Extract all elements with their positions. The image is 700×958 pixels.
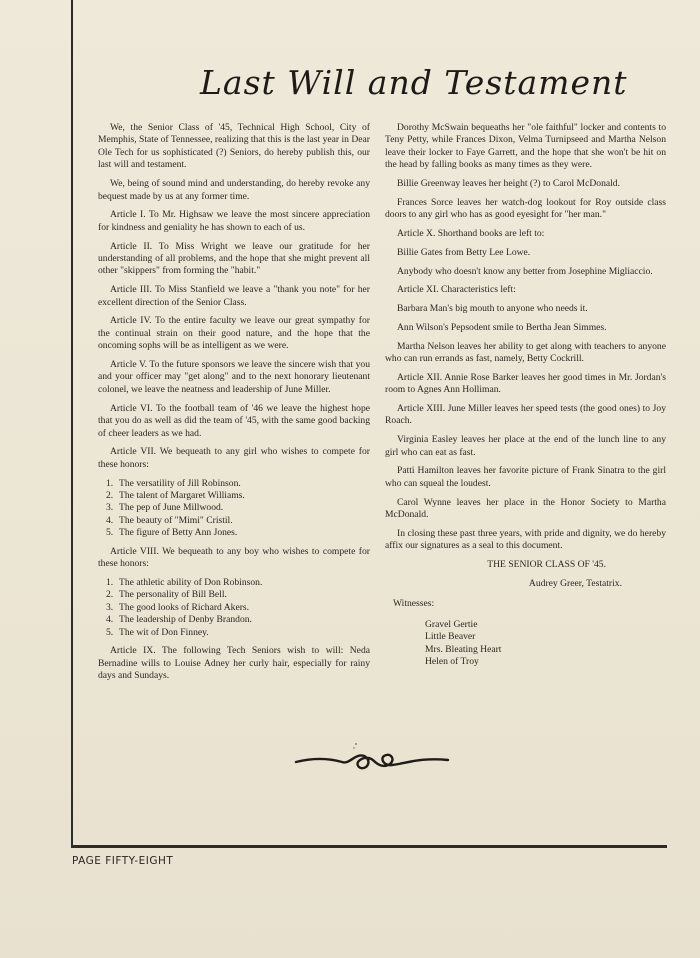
article-6: Article VI. To the football team of '46 we leave the highest hope that you do as well as did the team of '45, with the same good backing of cheer leaders as we had. <box>98 402 370 439</box>
list-number: 2. <box>106 589 114 601</box>
list-number: 3. <box>106 502 114 514</box>
article-4: Article IV. To the entire faculty we leave our great sympathy for the continual strain on their good nature, and the hope that the oncoming sophs will be as intelligent as we were. <box>98 315 370 352</box>
article-12: Article XII. Annie Rose Barker leaves her good times in Mr. Jordan's room to Agnes Ann Holliman. <box>385 371 666 396</box>
list-number: 1. <box>106 477 114 489</box>
list-text: The leadership of Denby Brandon. <box>119 614 252 626</box>
list-text: The pep of June Millwood. <box>119 502 224 514</box>
list-item <box>106 589 370 601</box>
list-text: The wit of Don Finney. <box>119 626 209 638</box>
article-5: Article V. To the future sponsors we leave the sincere wish that you and your officer may "get along" and to the next honorary lieutenant colonel, we leave the neatness and leadership of June Miller. <box>98 359 370 395</box>
signature-testatrix: Audrey Greer, Testatrix. <box>528 577 622 589</box>
signature-block <box>385 559 666 590</box>
article-9: Article IX. The following Tech Seniors wish to will: Neda Bernadine wills to Louise Adney her curly hair, especially for rainy days and Sundays. <box>98 645 370 682</box>
list-number: 4. <box>106 614 114 626</box>
list-text: The athletic ability of Don Robinson. <box>119 577 263 589</box>
list-item <box>106 527 370 539</box>
list-number: 5. <box>106 527 114 539</box>
bequest-paragraph: Barbara Man's big mouth to anyone who needs it. <box>397 303 588 315</box>
bequest-paragraph: Frances Sorce leaves her watch-dog lookout for Roy outside class doors to any girl who has as good eyesight for "her man." <box>385 196 666 221</box>
left-column <box>98 122 370 689</box>
article-7-list <box>98 478 370 540</box>
bequest-paragraph: Martha Nelson leaves her ability to get along with teachers to anyone who can run errands as fast, namely, Betty Cockrill. <box>385 340 666 365</box>
list-number: 2. <box>106 490 114 501</box>
vertical-border-rule <box>71 0 73 848</box>
list-text: The versatility of Jill Robinson. <box>119 477 241 489</box>
list-item <box>106 627 370 639</box>
bequest-paragraph: Ann Wilson's Pepsodent smile to Bertha Jean Simmes. <box>397 321 607 333</box>
list-item <box>106 502 370 514</box>
right-column <box>385 122 666 668</box>
intro-paragraph-1: We, the Senior Class of '45, Technical High School, City of Memphis, State of Tennessee, realizing that this is the last year in Dear Ole Tech for us sophisticated (?) Seniors, do hereby publish this, our last will and testament. <box>98 122 370 171</box>
signature-class: THE SENIOR CLASS OF '45. <box>487 558 606 570</box>
list-text: The beauty of "Mimi" Cristil. <box>119 514 233 526</box>
list-item <box>106 478 370 490</box>
closing-paragraph: In closing these past three years, with pride and dignity, we do hereby affix our signatures as a seal to this document. <box>385 527 666 552</box>
article-13: Article XIII. June Miller leaves her speed tests (the good ones) to Joy Roach. <box>385 402 666 427</box>
list-number: 4. <box>106 514 114 526</box>
witnesses-label: Witnesses: <box>393 598 435 610</box>
bequest-paragraph: Billie Greenway leaves her height (?) to Carol McDonald. <box>397 178 620 190</box>
article-10: Article X. Shorthand books are left to: <box>397 228 545 240</box>
page-title: Last Will and Testament <box>200 63 628 102</box>
bequest-paragraph: Patti Hamilton leaves her favorite picture of Frank Sinatra to the girl who can squeal the loudest. <box>385 465 666 489</box>
list-item <box>106 515 370 527</box>
list-text: The talent of Margaret Williams. <box>119 490 245 501</box>
article-2: Article II. To Miss Wright we leave our gratitude for her understanding of all problems, and the hope that she might prevent all other "skippers" from forming the "habit." <box>98 240 370 277</box>
list-text: The personality of Bill Bell. <box>119 589 227 601</box>
article-8: Article VIII. We bequeath to any boy who wishes to compete for these honors: <box>98 545 370 570</box>
bequest-paragraph: Carol Wynne leaves her place in the Honor Society to Martha McDonald. <box>385 496 666 521</box>
list-item <box>106 602 370 614</box>
bequest-paragraph: Anybody who doesn't know any better from Josephine Migliaccio. <box>397 265 653 277</box>
horizontal-footer-rule <box>71 845 667 848</box>
bequest-paragraph: Dorothy McSwain bequeaths her "ole faithful" locker and contents to Teny Petty, while Frances Dixon, Velma Turnipseed and Martha Nelson leave their locker to Faye Garrett, and the hope that she won't be hit on the head by falling books as many times as they were. <box>385 122 666 171</box>
list-item <box>106 490 370 502</box>
article-7: Article VII. We bequeath to any girl who wishes to compete for these honors: <box>98 446 370 470</box>
list-item <box>106 577 370 589</box>
list-number: 3. <box>106 601 114 613</box>
list-item <box>106 614 370 626</box>
witness-list <box>425 619 666 669</box>
list-number: 5. <box>106 626 114 638</box>
article-1: Article I. To Mr. Highsaw we leave the most sincere appreciation for kindness and geniality he has shown to each of us. <box>98 209 370 233</box>
flourish-ornament-icon <box>292 740 452 780</box>
witness-name: Gravel Gertie <box>425 618 478 630</box>
list-text: The figure of Betty Ann Jones. <box>119 527 238 539</box>
bequest-paragraph: Virginia Easley leaves her place at the end of the lunch line to any girl who can eat as fast. <box>385 434 666 458</box>
list-number: 1. <box>106 577 114 589</box>
bequest-paragraph: Billie Gates from Betty Lee Lowe. <box>397 246 531 258</box>
witness-name: Little Beaver <box>425 631 476 643</box>
article-3: Article III. To Miss Stanfield we leave a "thank you note" for her excellent direction of the Senior Class. <box>98 284 370 308</box>
article-11: Article XI. Characteristics left: <box>397 284 516 296</box>
page-number: PAGE FIFTY-EIGHT <box>72 855 174 867</box>
witness-name: Helen of Troy <box>425 656 479 667</box>
intro-paragraph-2: We, being of sound mind and understanding, do hereby revoke any bequest made by us at any former time. <box>98 178 370 202</box>
article-8-list <box>98 577 370 639</box>
list-text: The good looks of Richard Akers. <box>119 601 250 613</box>
witness-name: Mrs. Bleating Heart <box>425 643 502 655</box>
